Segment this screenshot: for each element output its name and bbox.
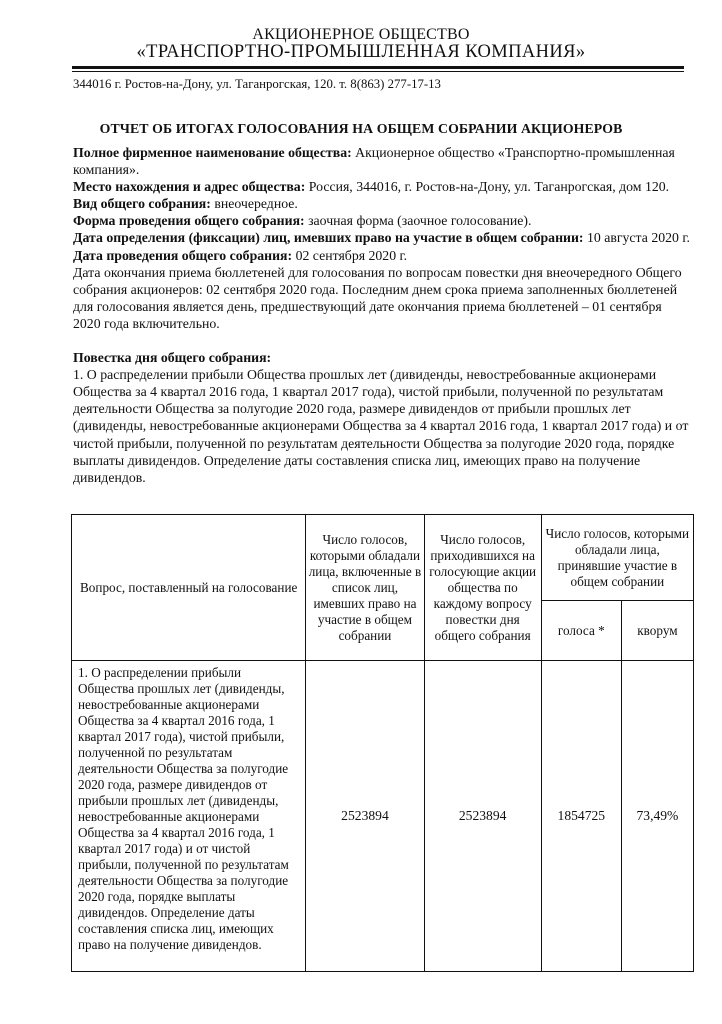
field-value: Акционерное общество «Транспортно-промышленная компания». xyxy=(73,145,675,178)
voting-results-table xyxy=(71,514,694,972)
header-rule-thin xyxy=(72,71,684,72)
header-votes-per-question: Число голосов, приходившихся на голосующие акции общества по каждому вопросу повестки дня общего собрания xyxy=(424,515,541,661)
company-name-field xyxy=(73,144,691,178)
field-label: Дата проведения общего собрания: xyxy=(73,247,293,263)
header-rule-thick xyxy=(72,66,684,69)
field-value: заочная форма (заочное голосование). xyxy=(308,213,532,229)
report-body xyxy=(73,144,691,486)
field-value: 02 сентября 2020 г. xyxy=(295,247,408,263)
company-address: 344016 г. Ростов-на-Дону, ул. Таганрогская, 120. т. 8(863) 277-17-13 xyxy=(73,77,441,91)
table-header-row xyxy=(72,515,694,601)
field-label: Полное фирменное наименование общества: xyxy=(73,145,352,160)
company-type-heading: АКЦИОНЕРНОЕ ОБЩЕСТВО xyxy=(252,26,470,43)
header-question: Вопрос, поставленный на голосование xyxy=(72,515,306,661)
location-field xyxy=(73,178,691,195)
field-value: 10 августа 2020 г. xyxy=(586,230,690,246)
agenda-item-1: 1. О распределении прибыли Общества прошлых лет (дивиденды, невостребованные акционерами Общества за 4 квартал 2016 года, 1 квартал 2017 года), чистой прибыли, полученной по результатам деятельности Общества за полугодие 2020 года, размере дивидендов от прибыли прошлых лет (дивиденды, невостребованные акционерами Общества за 4 квартал 2016 года, 1 квартал 2017 года) и от чистой прибыли, полученной по результатам деятельности Общества за полугодие 2020 года, порядке выплаты дивидендов. Определение даты составления списка лиц, имеющих право на получение дивидендов. xyxy=(73,367,689,485)
company-name-heading: «ТРАНСПОРТНО-ПРОМЫШЛЕННАЯ КОМПАНИЯ» xyxy=(136,42,586,62)
header-votes-participants: Число голосов, которыми обладали лица, принявшие участие в общем собрании xyxy=(541,515,693,601)
ballot-deadline-text: Дата окончания приема бюллетеней для голосования по вопросам повестки дня внеочередного Общего собрания акционеров: 02 сентября 2020 года. Последним днем срока приема заполненных бюллетеней для голосования является день, предшествующий дате окончания приема бюллетеней – 01 сентября 2020 года включительно. xyxy=(73,264,682,331)
field-label: Место нахождения и адрес общества: xyxy=(73,179,306,195)
row-question: 1. О распределении прибыли Общества прошлых лет (дивиденды, невостребованные акционерами Общества за 4 квартал 2016 года, 1 квартал 2017 года), чистой прибыли, полученной по результатам деятельности Общества за полугодие 2020 года, размере дивидендов от прибыли прошлых лет (дивиденды, невостребованные акционерами Общества за 4 квартал 2016 года, 1 квартал 2017 года) и от чистой прибыли, полученной по результатам деятельности Общества за полугодие 2020 года, порядке выплаты дивидендов. Определение даты составления списка лиц, имеющих право на получение дивидендов. xyxy=(72,661,306,972)
header-quorum: кворум xyxy=(621,601,693,661)
field-label: Форма проведения общего собрания: xyxy=(73,213,305,229)
header-votes-eligible: Число голосов, которыми обладали лица, включенные в список лиц, имевших право на участие в общем собрании xyxy=(306,515,424,661)
field-label: Дата определения (фиксации) лиц, имевших право на участие в общем собрании: xyxy=(73,230,584,246)
meeting-form-field xyxy=(73,212,691,229)
meeting-date-field xyxy=(73,247,691,264)
row-votes-per-question: 2523894 xyxy=(424,661,541,972)
row-votes: 1854725 xyxy=(541,661,621,972)
record-date-field xyxy=(73,229,691,246)
row-quorum: 73,49% xyxy=(621,661,693,972)
report-title: ОТЧЕТ ОБ ИТОГАХ ГОЛОСОВАНИЯ НА ОБЩЕМ СОБРАНИИ АКЦИОНЕРОВ xyxy=(99,121,623,136)
meeting-type-field xyxy=(73,195,691,212)
agenda-title-text: Повестка дня общего собрания: xyxy=(73,350,272,366)
row-votes-eligible: 2523894 xyxy=(306,661,424,972)
table-row xyxy=(72,661,694,972)
agenda-title xyxy=(73,349,691,366)
header-votes: голоса * xyxy=(541,601,621,661)
field-value: внеочередное. xyxy=(214,196,298,212)
field-value: Россия, 344016, г. Ростов-на-Дону, ул. Таганрогская, дом 120. xyxy=(308,179,670,195)
field-label: Вид общего собрания: xyxy=(73,196,211,212)
